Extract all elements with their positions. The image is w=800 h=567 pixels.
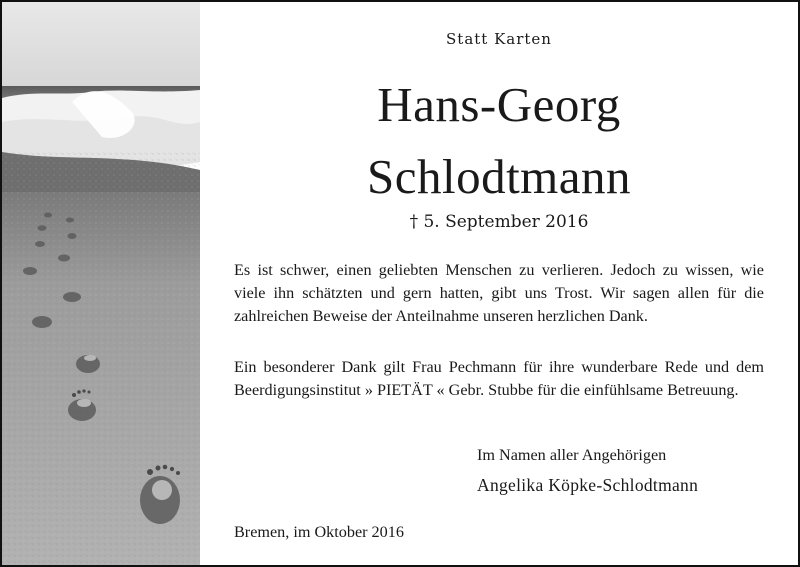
death-date: † 5. September 2016 <box>409 212 589 232</box>
deceased-first-name: Hans-Georg <box>377 77 621 132</box>
signoff-name: Angelika Köpke-Schlodtmann <box>477 475 699 495</box>
deceased-last-name: Schlodtmann <box>366 149 632 204</box>
beach-footprints-photo <box>2 2 200 565</box>
obituary-text-column <box>200 2 798 565</box>
special-thanks-paragraph: Ein besonderer Dank gilt Frau Pechmann für ihre wunderbare Rede und dem Beerdigungsinstitut » PIETÄT « Gebr. Stubbe für die einfühlsame Betreuung. <box>234 358 764 399</box>
statt-karten-heading: Statt Karten <box>446 30 552 48</box>
thanks-paragraph: Es ist schwer, einen geliebten Menschen zu verlieren. Jedoch zu wissen, wie viele ihn schätzten und gern hatten, gibt uns Trost. Wir sagen allen für die zahlreichen Beweise der Anteilnahme unseren herzlichen Dank. <box>234 261 764 325</box>
signoff-label: Im Namen aller Angehörigen <box>477 446 667 464</box>
beach-footprints-illustration <box>2 2 200 565</box>
place-date: Bremen, im Oktober 2016 <box>234 523 404 541</box>
